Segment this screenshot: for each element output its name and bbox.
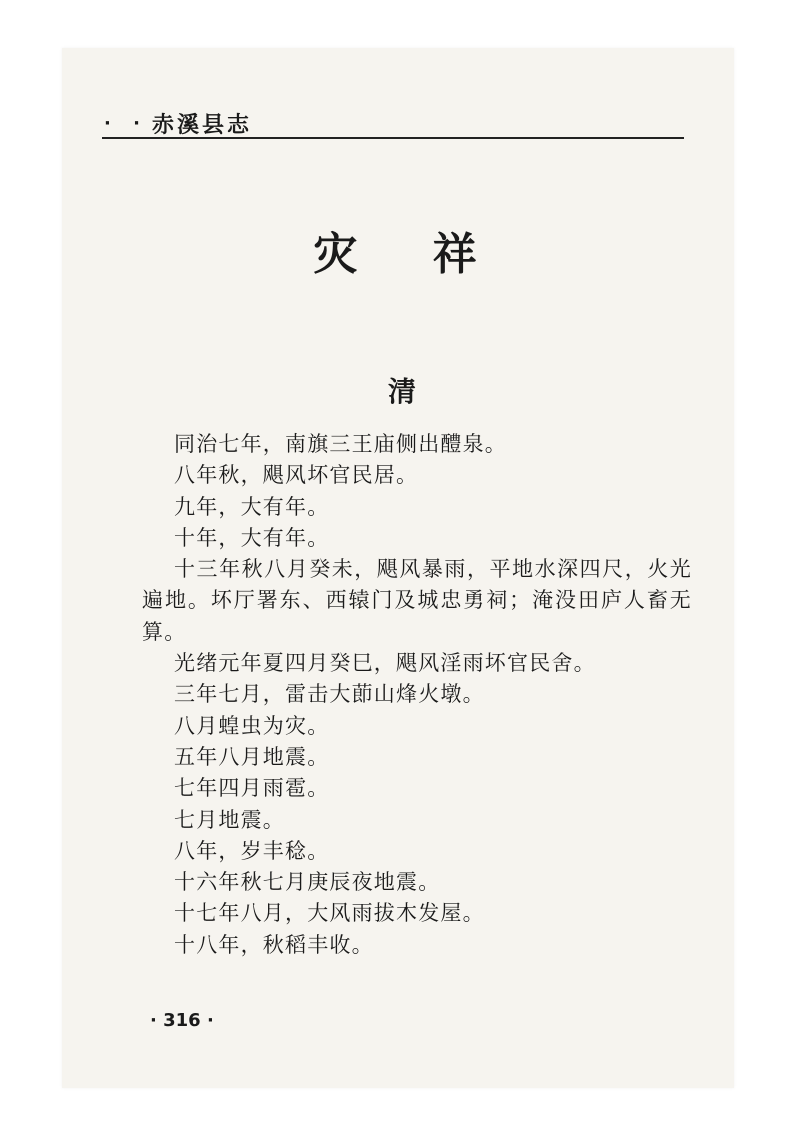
running-header (104, 108, 252, 138)
entry: 同治七年，南旗三王庙侧出醴泉。 (174, 432, 507, 456)
entry: 三年七月，雷击大莭山烽火墩。 (174, 682, 485, 707)
header-dots: · · (104, 112, 148, 134)
entry: 十七年八月，大风雨拔木发屋。 (174, 901, 485, 926)
entry: 十八年，秋稻丰收。 (174, 932, 374, 957)
page-number: · 316 · (150, 1010, 214, 1031)
section-title: 清 (387, 375, 416, 408)
chapter-title: 灾 祥 (313, 229, 507, 280)
entry: 七年四月雨雹。 (174, 776, 330, 801)
entry: 七月地震。 (174, 807, 285, 832)
entry: 八月蝗虫为灾。 (174, 713, 330, 738)
entry: 光绪元年夏四月癸巳，飓风淫雨坏官民舍。 (174, 651, 596, 676)
entry: 十六年秋七月庚辰夜地震。 (174, 870, 441, 895)
entry-list (142, 429, 692, 961)
header-rule (102, 137, 684, 139)
entry: 八年秋，飓风坏官民居。 (174, 463, 419, 488)
entry: 十三年秋八月癸未，飓风暴雨，平地水深四尺，火光遍地。坏厅署东、西辕门及城忠勇祠；淹没田庐人畜无算。 (142, 557, 692, 644)
entry: 十年，大有年。 (174, 525, 330, 550)
entry: 五年八月地震。 (174, 744, 330, 769)
book-title: 赤溪县志 (151, 112, 252, 138)
entry: 八年，岁丰稔。 (174, 838, 330, 863)
entry: 九年，大有年。 (174, 494, 330, 519)
